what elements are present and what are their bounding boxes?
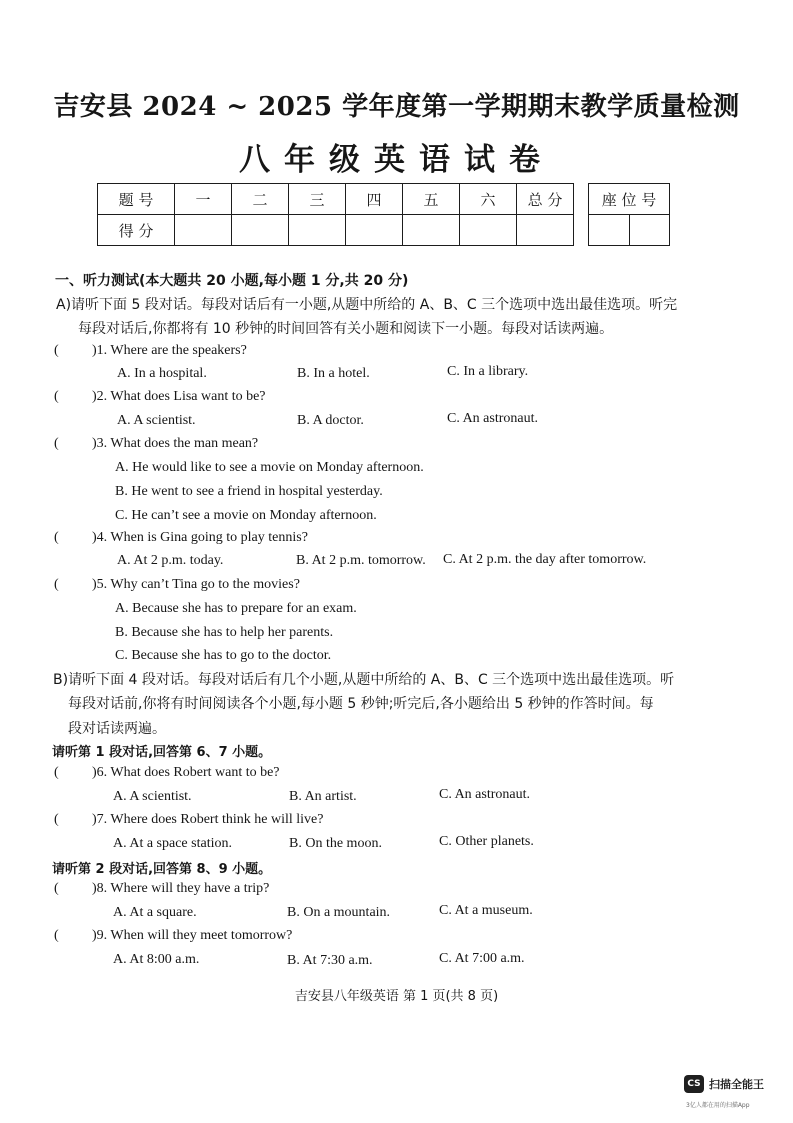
score-table <box>97 183 574 246</box>
option-b: B. At 2 p.m. tomorrow. <box>296 553 426 568</box>
section-heading: 一、听力测试(本大题共 20 小题,每小题 1 分,共 20 分) <box>55 273 409 289</box>
exam-subtitle: 八年级英语试卷 <box>239 142 554 178</box>
option-a: A. At a square. <box>113 905 197 920</box>
part-b-instruction-line3: 段对话读两遍。 <box>68 721 166 737</box>
score-table-header-row <box>98 184 574 215</box>
option-c: C. At 2 p.m. the day after tomorrow. <box>443 552 647 567</box>
option-a: A. At 2 p.m. today. <box>117 553 224 568</box>
option-b: B. In a hotel. <box>297 366 370 381</box>
option-c: C. Other planets. <box>439 834 534 849</box>
seat-number-cell[interactable] <box>589 215 630 246</box>
seat-number-cell[interactable] <box>629 215 670 246</box>
option-b: B. He went to see a friend in hospital yesterday. <box>115 484 383 499</box>
seat-number-label: 座 位 号 <box>589 184 670 215</box>
score-cell[interactable] <box>517 215 574 246</box>
score-cell[interactable] <box>232 215 289 246</box>
scanner-watermark <box>684 1075 764 1093</box>
option-b: B. On a mountain. <box>287 905 391 920</box>
part-a-instruction-line1: A)请听下面 5 段对话。每段对话后有一小题,从题中所给的 A、B、C 三个选项中选出最佳选项。听完 <box>56 297 678 313</box>
answer-paren[interactable]: ( <box>54 343 59 358</box>
score-row-label: 得 分 <box>98 215 175 246</box>
question-stem: )2. What does Lisa want to be? <box>92 389 266 404</box>
seat-number-table <box>588 183 670 246</box>
answer-paren[interactable]: ( <box>54 928 59 943</box>
question-stem: )7. Where does Robert think he will live? <box>92 812 324 827</box>
score-cell[interactable] <box>460 215 517 246</box>
option-a: A. At 8:00 a.m. <box>113 952 200 967</box>
score-header-label: 题 号 <box>98 184 175 215</box>
answer-paren[interactable]: ( <box>54 765 59 780</box>
option-a: A. Because she has to prepare for an exam. <box>115 601 357 616</box>
question-stem: )4. When is Gina going to play tennis? <box>92 530 308 545</box>
score-cell[interactable] <box>403 215 460 246</box>
question-stem: )3. What does the man mean? <box>92 436 259 451</box>
part-b-instruction-line2: 每段对话前,你将有时间阅读各个小题,每小题 5 秒钟;听完后,各小题给出 5 秒钟的作答时间。每 <box>68 696 654 712</box>
option-b: B. A doctor. <box>297 413 364 428</box>
question-stem: )6. What does Robert want to be? <box>92 765 280 780</box>
option-a: A. He would like to see a movie on Monday afternoon. <box>115 460 424 475</box>
question-stem: )8. Where will they have a trip? <box>92 881 270 896</box>
watermark-tagline: 3亿人都在用的扫描App <box>686 1102 750 1109</box>
answer-paren[interactable]: ( <box>54 530 59 545</box>
answer-paren[interactable]: ( <box>54 812 59 827</box>
score-table-score-row <box>98 215 574 246</box>
question-stem: )9. When will they meet tomorrow? <box>92 928 293 943</box>
part-a-instruction-line2: 每段对话后,你都将有 10 秒钟的时间回答有关小题和阅读下一小题。每段对话读两遍。 <box>78 321 614 337</box>
page-footer: 吉安县八年级英语 第 1 页(共 8 页) <box>294 989 499 1004</box>
option-b: B. An artist. <box>289 789 357 804</box>
watermark-name: 扫描全能王 <box>709 1078 764 1091</box>
dialogue-group-heading: 请听第 2 段对话,回答第 8、9 小题。 <box>52 862 272 877</box>
score-header-3: 三 <box>289 184 346 215</box>
score-cell[interactable] <box>289 215 346 246</box>
part-b-instruction-line1: B)请听下面 4 段对话。每段对话后有几个小题,从题中所给的 A、B、C 三个选项中选出最佳选项。听 <box>53 672 675 688</box>
answer-paren[interactable]: ( <box>54 436 59 451</box>
option-b: B. On the moon. <box>289 836 382 851</box>
option-a: A. At a space station. <box>113 836 232 851</box>
camscanner-logo-icon: CS <box>684 1075 704 1093</box>
score-header-1: 一 <box>175 184 232 215</box>
answer-paren[interactable]: ( <box>54 577 59 592</box>
question-stem: )1. Where are the speakers? <box>92 343 247 358</box>
option-a: A. A scientist. <box>117 413 196 428</box>
option-c: C. At a museum. <box>439 903 533 918</box>
option-c: C. An astronaut. <box>439 787 530 802</box>
option-a: A. A scientist. <box>113 789 192 804</box>
exam-title: 吉安县 2024 ~ 2025 学年度第一学期期末教学质量检测 <box>53 92 740 122</box>
score-header-6: 六 <box>460 184 517 215</box>
option-c: C. At 7:00 a.m. <box>439 951 525 966</box>
option-c: C. Because she has to go to the doctor. <box>115 648 332 663</box>
score-header-5: 五 <box>403 184 460 215</box>
score-header-4: 四 <box>346 184 403 215</box>
option-a: A. In a hospital. <box>117 366 207 381</box>
answer-paren[interactable]: ( <box>54 881 59 896</box>
option-c: C. An astronaut. <box>447 411 538 426</box>
option-c: C. He can’t see a movie on Monday afternoon. <box>115 508 377 523</box>
answer-paren[interactable]: ( <box>54 389 59 404</box>
option-b: B. Because she has to help her parents. <box>115 625 334 640</box>
score-header-total: 总 分 <box>517 184 574 215</box>
score-cell[interactable] <box>346 215 403 246</box>
option-b: B. At 7:30 a.m. <box>287 953 373 968</box>
score-cell[interactable] <box>175 215 232 246</box>
dialogue-group-heading: 请听第 1 段对话,回答第 6、7 小题。 <box>52 745 272 760</box>
score-header-2: 二 <box>232 184 289 215</box>
option-c: C. In a library. <box>447 364 529 379</box>
question-stem: )5. Why can’t Tina go to the movies? <box>92 577 300 592</box>
